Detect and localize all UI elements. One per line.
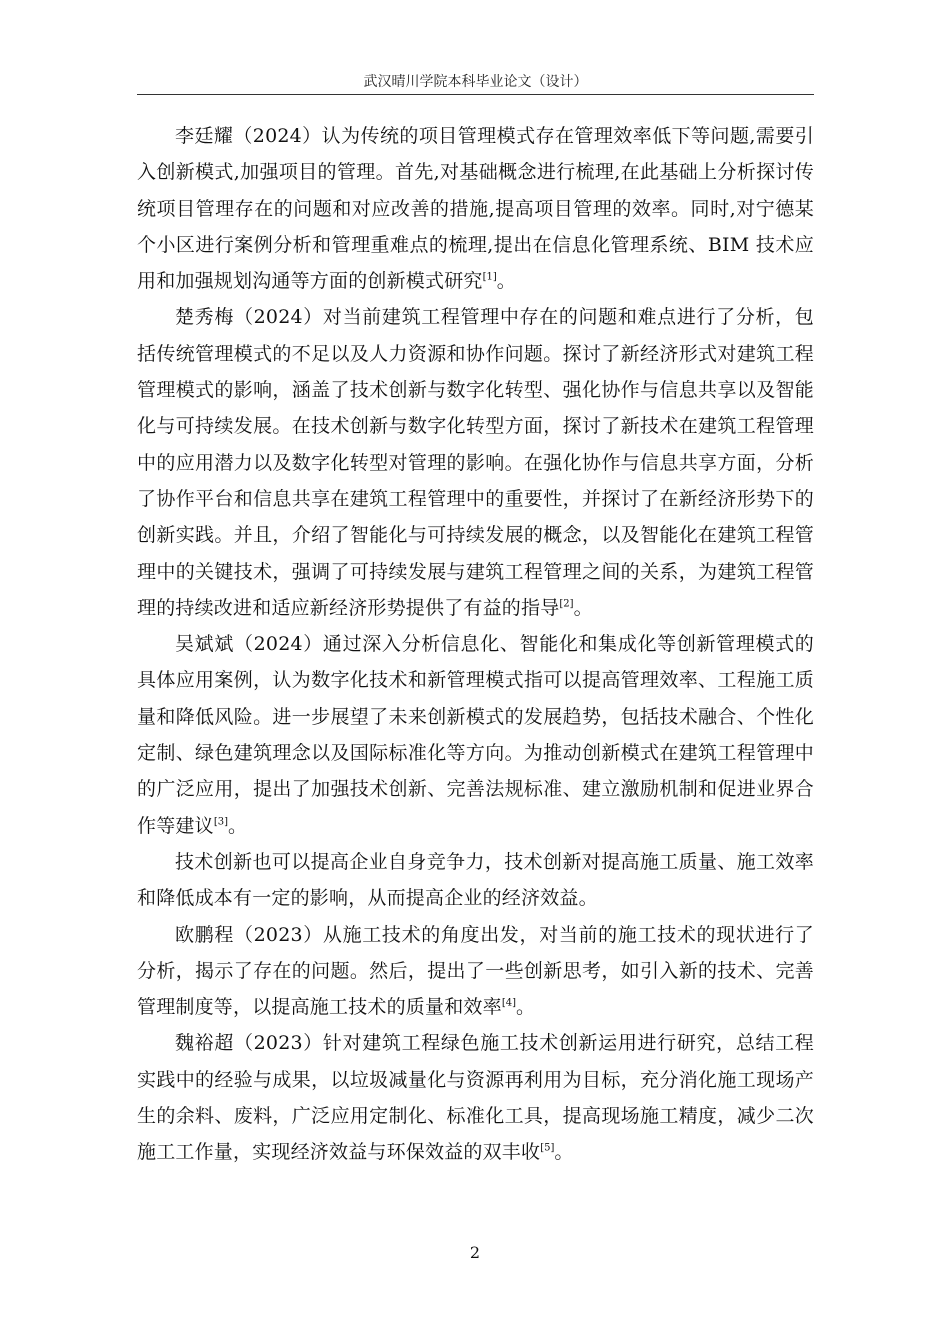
citation-1[interactable]: [1] bbox=[482, 271, 497, 283]
body-text bbox=[137, 118, 814, 1171]
paragraph-end: 。 bbox=[515, 996, 536, 1019]
paragraph-end: 。 bbox=[227, 814, 248, 837]
paragraph-text: 魏裕超（2023）针对建筑工程绿色施工技术创新运用进行研究，总结工程实践中的经验与成果，以垃圾减量化与资源再利用为目标，充分消化施工现场产生的余料、废料，广泛应用定制化、标准化工具，提高现场施工精度，减少二次施工工作量，实现经济效益与环保效益的双丰收 bbox=[137, 1032, 814, 1164]
citation-4[interactable]: [4] bbox=[501, 997, 516, 1009]
paragraph-2 bbox=[137, 299, 814, 626]
paragraph-1 bbox=[137, 118, 814, 299]
paragraph-end: 。 bbox=[573, 596, 593, 619]
paragraph-text: 李廷耀（2024）认为传统的项目管理模式存在管理效率低下等问题,需要引入创新模式,加强项目的管理。首先,对基础概念进行梳理,在此基础上分析探讨传统项目管理存在的问题和对应改善的措施,提高项目管理的效率。同时,对宁德某个小区进行案例分析和管理重难点的梳理,提出在信息化管理系统、BIM 技术应用和加强规划沟通等方面的创新模式研究 bbox=[137, 125, 814, 293]
paragraph-4 bbox=[137, 844, 814, 917]
citation-5[interactable]: [5] bbox=[540, 1142, 555, 1154]
header-title: 武汉晴川学院本科毕业论文（设计） bbox=[363, 74, 588, 90]
citation-2[interactable]: [2] bbox=[559, 598, 574, 610]
paragraph-text: 技术创新也可以提高企业自身竞争力，技术创新对提高施工质量、施工效率和降低成本有一定的影响，从而提高企业的经济效益。 bbox=[137, 850, 814, 910]
paragraph-end: 。 bbox=[496, 270, 516, 293]
paragraph-3 bbox=[137, 626, 814, 844]
page-number: 2 bbox=[469, 1243, 481, 1262]
page-header bbox=[137, 70, 814, 95]
paragraph-text: 楚秀梅（2024）对当前建筑工程管理中存在的问题和难点进行了分析，包括传统管理模式的不足以及人力资源和协作问题。探讨了新经济形式对建筑工程管理模式的影响，涵盖了技术创新与数字化转型、强化协作与信息共享以及智能化与可持续发展。在技术创新与数字化转型方面，探讨了新技术在建筑工程管理中的应用潜力以及数字化转型对管理的影响。在强化协作与信息共享方面，分析了协作平台和信息共享在建筑工程管理中的重要性，并探讨了在新经济形势下的创新实践。并且，介绍了智能化与可持续发展的概念，以及智能化在建筑工程管理中的关键技术，强调了可持续发展与建筑工程管理之间的关系，为建筑工程管理的持续改进和适应新经济形势提供了有益的指导 bbox=[137, 306, 814, 619]
paragraph-5 bbox=[137, 917, 814, 1026]
paragraph-text: 欧鹏程（2023）从施工技术的角度出发，对当前的施工技术的现状进行了分析，揭示了存在的问题。然后，提出了一些创新思考，如引入新的技术、完善管理制度等，以提高施工技术的质量和效率 bbox=[137, 923, 814, 1019]
paragraph-end: 。 bbox=[554, 1141, 574, 1164]
paragraph-6 bbox=[137, 1025, 814, 1170]
paragraph-text: 吴斌斌（2024）通过深入分析信息化、智能化和集成化等创新管理模式的具体应用案例，认为数字化技术和新管理模式指可以提高管理效率、工程施工质量和降低风险。进一步展望了未来创新模式的发展趋势，包括技术融合、个性化定制、绿色建筑理念以及国际标准化等方向。为推动创新模式在建筑工程管理中的广泛应用，提出了加强技术创新、完善法规标准、建立激励机制和促进业界合作等建议 bbox=[137, 633, 814, 837]
citation-3[interactable]: [3] bbox=[213, 816, 228, 828]
